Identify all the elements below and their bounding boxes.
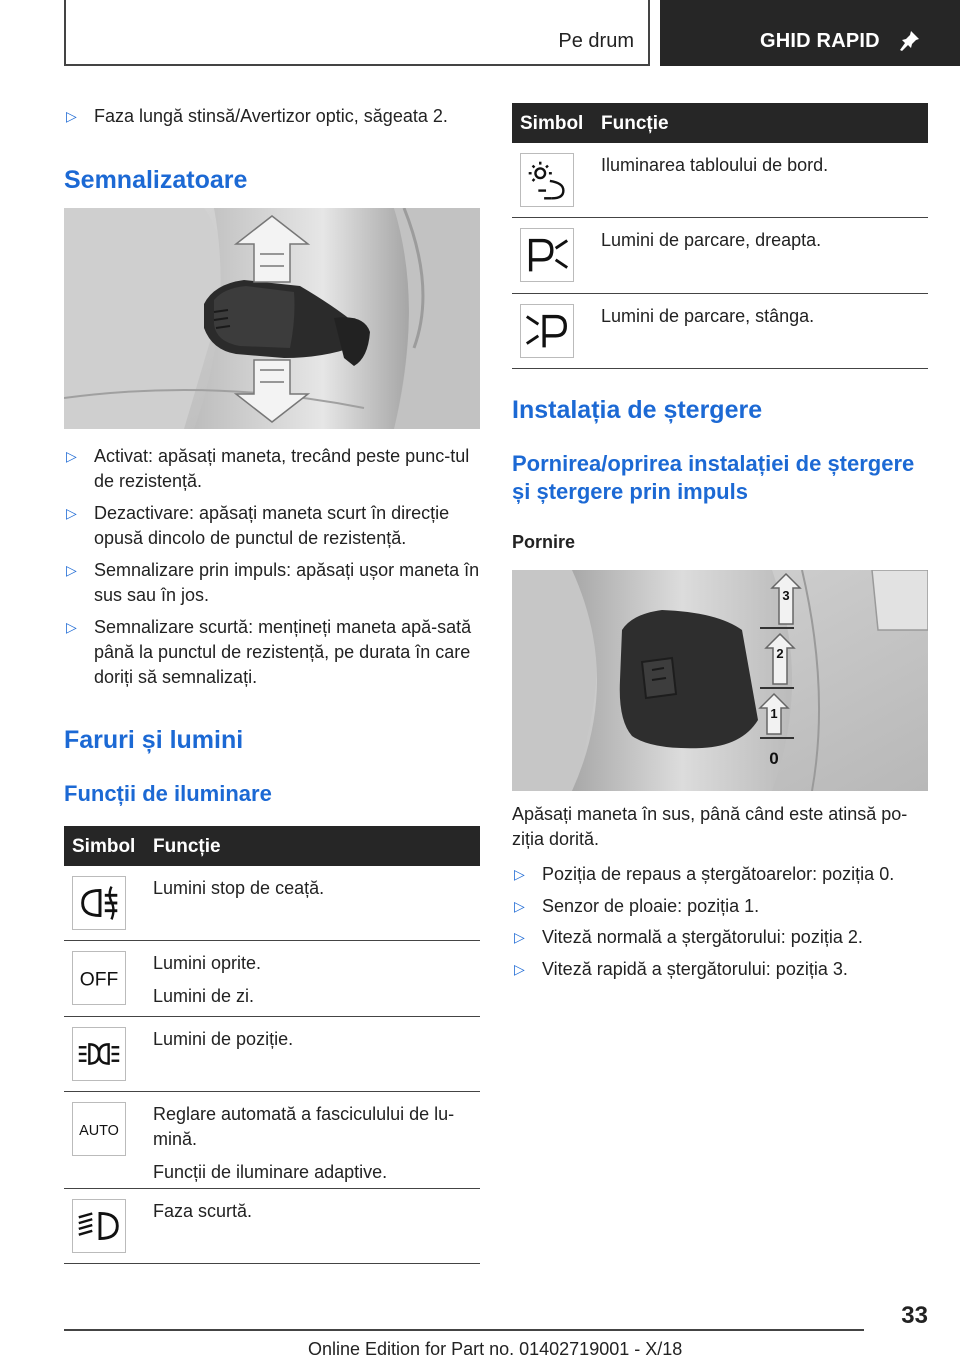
bullet-triangle-icon: ▷ — [514, 866, 525, 882]
column-header-function: Funcție — [601, 113, 669, 134]
lighting-functions-table — [64, 826, 480, 1264]
bullet-triangle-icon: ▷ — [66, 619, 77, 635]
list-item: ▷ Dezactivare: apăsați maneta scurt în direcție opusă dincolo de punctul de rezistență. — [66, 503, 450, 548]
off-icon — [72, 951, 126, 1005]
table-row — [64, 1189, 480, 1264]
turn-signal-lever-illustration — [64, 208, 480, 429]
list-item: ▷ Senzor de ploaie: poziția 1. — [512, 894, 928, 919]
svg-text:OFF: OFF — [79, 969, 119, 991]
table-row — [64, 1017, 480, 1092]
function-text: Lumini de zi. — [153, 986, 255, 1006]
column-header-function: Funcție — [153, 836, 221, 857]
wiper-lever-illustration — [512, 570, 928, 791]
table-row — [64, 941, 480, 1017]
paragraph-heading-pornire: Pornire — [512, 532, 576, 552]
bullet-triangle-icon: ▷ — [514, 961, 525, 977]
column-header-symbol: Simbol — [72, 836, 136, 857]
table-header — [64, 826, 480, 866]
header-guide-label: GHID RAPID — [760, 30, 880, 52]
bullet-triangle-icon: ▷ — [514, 929, 525, 945]
function-text: Lumini de poziție. — [153, 1029, 294, 1049]
function-text: Lumini oprite. — [153, 953, 262, 973]
bullet-triangle-icon: ▷ — [66, 108, 77, 124]
header-section-label: Pe drum — [558, 30, 634, 52]
svg-text:0: 0 — [769, 749, 779, 768]
list-item: ▷ Viteză rapidă a ștergătorului: poziția 3. — [512, 957, 928, 982]
section-heading-semnalizatoare: Semnalizatoare — [64, 166, 248, 194]
section-heading-faruri: Faruri și lumini — [64, 726, 244, 754]
list-item: ▷ Viteză normală a ștergătorului: poziția 2. — [512, 925, 928, 950]
function-text: Funcții de iluminare adaptive. — [153, 1162, 388, 1182]
svg-text:AUTO: AUTO — [79, 1122, 119, 1139]
position-lights-icon — [72, 1027, 126, 1081]
bullet-triangle-icon: ▷ — [66, 505, 77, 521]
lighting-functions-table-continued — [512, 103, 928, 369]
list-item: ▷ Faza lungă stinsă/Avertizor optic, săgeata 2. — [64, 104, 480, 129]
instruction-paragraph: Apăsați maneta în sus, până când este atinsă po-ziția dorită. — [512, 804, 908, 849]
function-text: Reglare automată a fasciculului de lu-mină. — [153, 1104, 455, 1149]
footer-divider — [64, 1329, 864, 1331]
low-beam-icon — [72, 1199, 126, 1253]
auto-icon — [72, 1102, 126, 1156]
footer-edition: Online Edition for Part no. 01402719001 - X/18 — [308, 1339, 683, 1359]
table-row — [512, 294, 928, 369]
parking-left-icon — [520, 304, 574, 358]
svg-text:3: 3 — [782, 588, 790, 603]
bullet-triangle-icon: ▷ — [514, 898, 525, 914]
table-row — [64, 1092, 480, 1189]
svg-text:2: 2 — [776, 646, 784, 661]
svg-text:1: 1 — [770, 706, 778, 721]
column-header-symbol: Simbol — [520, 113, 584, 134]
bullet-triangle-icon: ▷ — [66, 562, 77, 578]
section-heading-wiper: Instalația de ștergere — [512, 396, 763, 424]
list-item: ▷ Poziția de repaus a ștergătoarelor: poziția 0. — [512, 862, 928, 887]
subsection-heading-wiper: Pornirea/oprirea instalației de ștergere și ștergere prin impuls — [512, 451, 915, 504]
table-row — [64, 866, 480, 941]
function-text: Lumini de parcare, dreapta. — [601, 230, 822, 250]
fog-light-icon — [72, 876, 126, 930]
function-text: Lumini stop de ceață. — [153, 878, 325, 898]
header-section-tab — [64, 0, 650, 66]
page-number: 33 — [901, 1302, 928, 1329]
header-guide-tab — [660, 0, 960, 66]
parking-right-icon — [520, 228, 574, 282]
list-item: ▷ Semnalizare prin impuls: apăsați ușor maneta în sus sau în jos. — [66, 560, 480, 605]
dashboard-illumination-icon — [520, 153, 574, 207]
function-text: Lumini de parcare, stânga. — [601, 306, 815, 326]
subsection-heading-functii: Funcții de iluminare — [64, 781, 272, 806]
bullet-triangle-icon: ▷ — [66, 448, 77, 464]
list-item: ▷ Semnalizare scurtă: mențineți maneta apă-sată până la punctul de rezistență, pe durata în care doriți să semnalizați. — [66, 617, 472, 687]
list-item: ▷ Activat: apăsați maneta, trecând peste punc-tul de rezistență. — [66, 446, 470, 491]
function-text: Faza scurtă. — [153, 1201, 253, 1221]
table-row — [512, 218, 928, 294]
pin-icon — [896, 28, 922, 54]
function-text: Iluminarea tabloului de bord. — [601, 155, 829, 175]
table-row — [512, 143, 928, 218]
table-header — [512, 103, 928, 143]
